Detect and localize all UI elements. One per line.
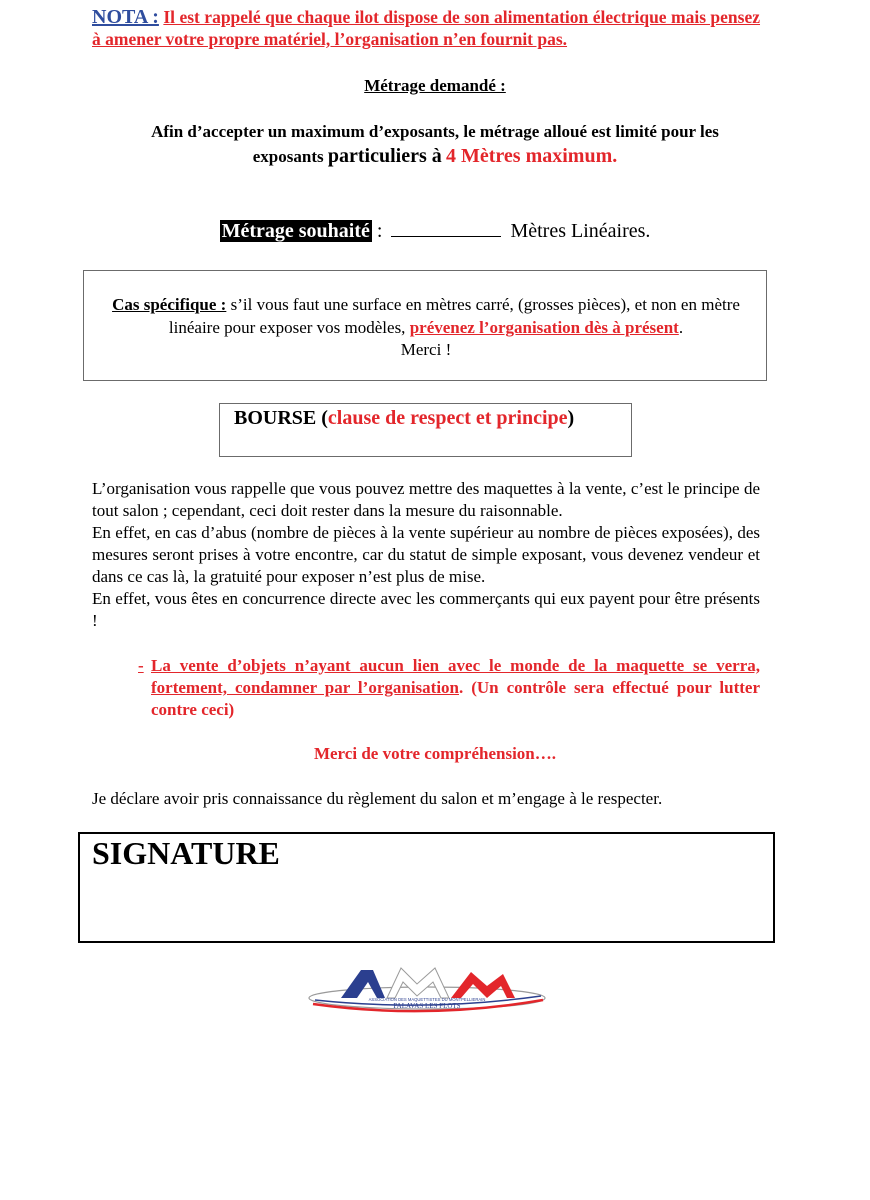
metrage-intro-line1: Afin d’accepter un maximum d’exposants, le métrage alloué est limité pour les [151,122,719,141]
nota-text: Il est rappelé que chaque ilot dispose de son alimentation électrique mais pensez à amener votre propre matériel, l’organisation n’en fournit pas. [92,7,761,49]
bourse-body [92,478,760,632]
bourse-close-paren: ) [567,407,575,429]
bourse-open-paren: ( [316,407,328,429]
bourse-paragraph-1: L’organisation vous rappelle que vous pouvez mettre des maquettes à la vente, c’est le principe de tout salon ; cependant, ceci doit rester dans la mesure du raisonnable. [92,479,760,520]
metrage-intro-exposants: exposants [252,147,324,166]
metrage-wish-unit: Mètres Linéaires. [510,220,651,242]
bourse-paragraph-3: En effet, vous êtes en concurrence directe avec les commerçants qui eux payent pour être présents ! [92,589,760,630]
metrage-wish-sep: : [371,220,383,242]
bourse-warning-underlined: La vente d’objets n’ayant aucun lien avec le monde de la maquette se verra, fortement, condamner par l’organisation [151,656,760,697]
metrage-heading: Métrage demandé : [364,76,506,95]
nota-label: NOTA : [92,6,159,28]
bourse-paragraph-2: En effet, en cas d’abus (nombre de pièces à la vente supérieur au nombre de pièces exposées), des mesures seront prises à votre encontre, car du statut de simple exposant, vous devenez vendeur et dans ce cas là, la gratuité pour exposer n’est plus de mise. [92,523,760,586]
signature-label: SIGNATURE [92,835,280,871]
declaration-text: Je déclare avoir pris connaissance du règlement du salon et m’engage à le respecter. [92,789,663,808]
bourse-warning-item [138,655,760,721]
cas-warning: prévenez l’organisation dès à présent [409,317,679,337]
cas-end: . [678,317,684,337]
metrage-intro-particuliers: particuliers à [327,145,442,167]
bourse-title-word: BOURSE [234,407,317,429]
nota-paragraph [92,6,760,50]
amm-logo [305,960,550,1015]
cas-label: Cas spécifique : [112,295,227,314]
logo-place-text: PALAVAS LES FLOTS [393,1002,461,1010]
bourse-warning-rest: . (Un contrôle sera effectué pour lutter contre ceci) [151,678,760,719]
metrage-max: 4 Mètres maximum. [445,145,618,167]
cas-specifique-text [95,294,757,362]
metrage-intro [60,119,810,169]
cas-merci: Merci ! [400,340,452,359]
metrage-wish-line [0,218,870,243]
logo-letter-m1 [387,968,449,998]
logo-ring-text: ASSOCIATION DES MAQUETTISTES DU MONTPELLIERAIN [368,997,486,1002]
metrage-wish-label: Métrage souhaité [221,220,370,242]
bourse-title [234,407,574,430]
logo-letter-a [341,970,385,998]
merci-text: Merci de votre compréhension…. [313,744,557,763]
metrage-wish-field[interactable] [391,218,501,237]
bourse-clause: clause de respect et principe [327,407,568,429]
cas-body: s’il vous faut une surface en mètres carré, (grosses pièces), et non en mètre linéaire pour exposer vos modèles, [168,295,740,337]
logo-letter-m2 [451,972,515,998]
bullet-dash: - [138,656,144,675]
